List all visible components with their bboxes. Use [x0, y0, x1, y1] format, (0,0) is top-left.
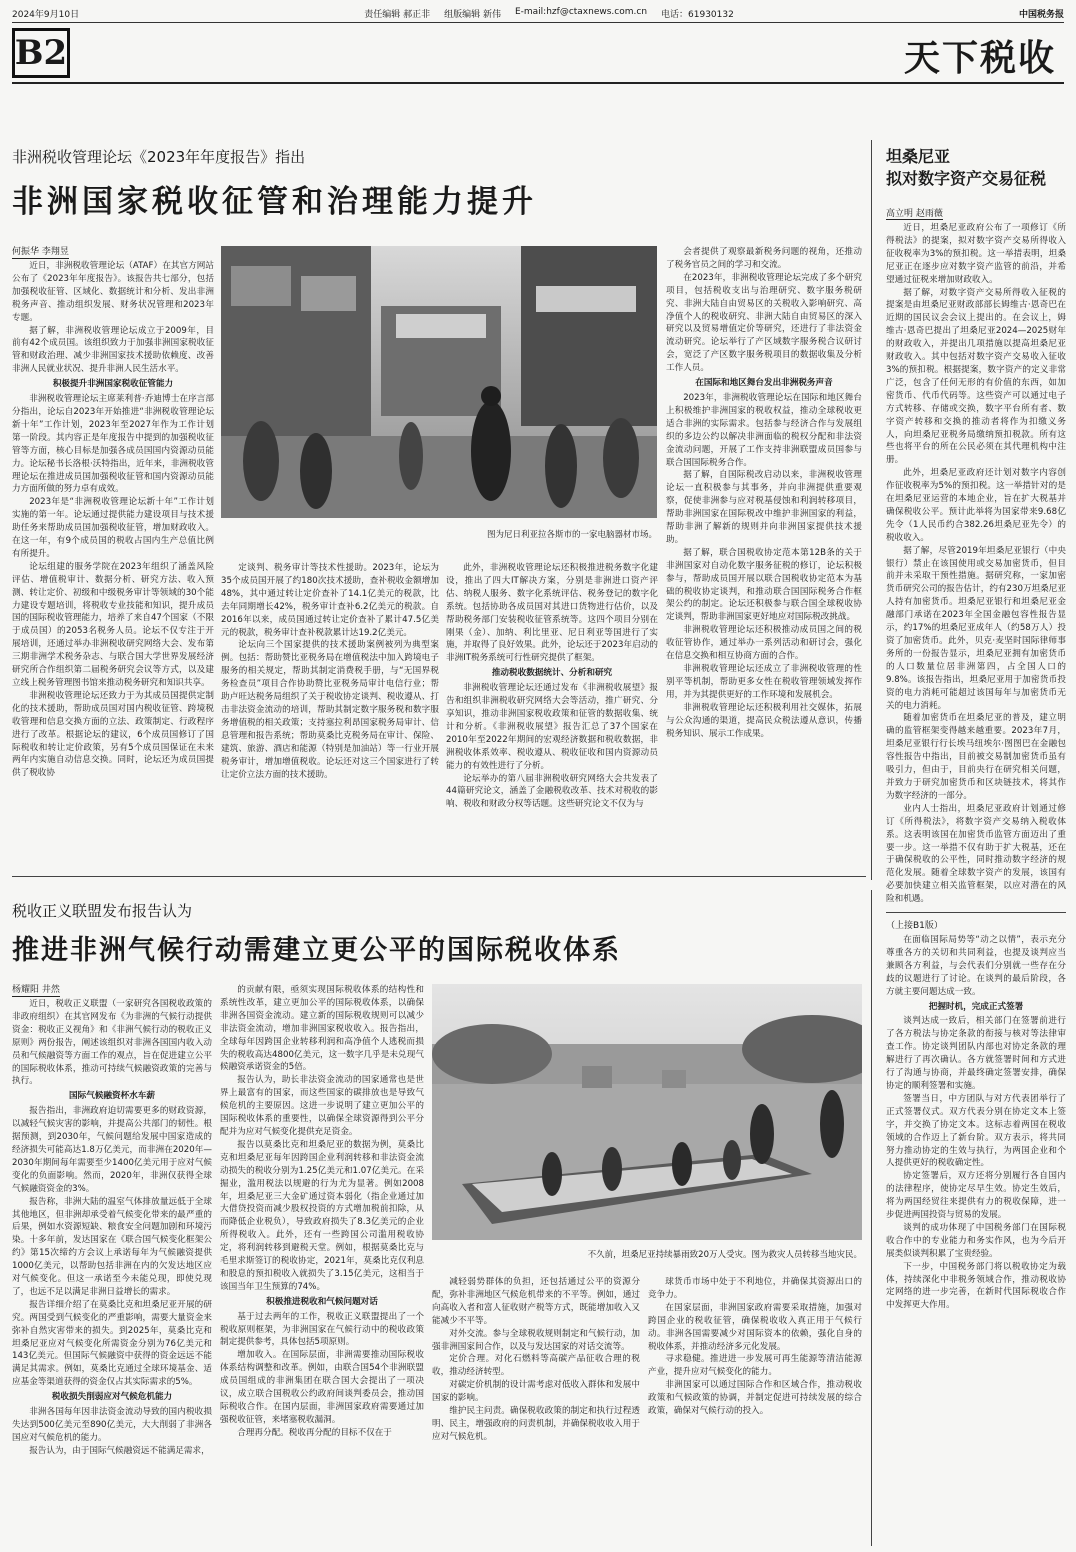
- article1-col1: [12, 260, 214, 866]
- paragraph: 在国家层面，非洲国家政府需要采取措施，加强对跨国企业的税收征管，确保税收收入真正用于气候行动。非洲各国需要减少对国际资本的依赖，强化自身的税收体系，并推动经济多元化发展。: [648, 1302, 862, 1352]
- section-rule: [12, 82, 1064, 84]
- paragraph: 非洲税收管理论坛还通过发布《非洲税收展望》报告和组织非洲税收研究网络大会等活动，推广研究、分享知识，推动非洲国家税收政策和征管的数据收集、统计和分析。《非洲税收展望》报告汇总了37个国家在2010年至2022年期间的宏观经济数据和税收数据，非洲税收体系效率、税收遵从、税收征收和国内资源动员能力的有效性进行了分析。: [446, 683, 658, 771]
- subheading: 把握时机，完成正式签署: [928, 1001, 1024, 1012]
- paragraph: 会者提供了观察最新税务问题的视角，还推动了税务官员之间的学习和交流。: [666, 247, 862, 270]
- article2-col1: [12, 998, 212, 1546]
- article1-col2: [221, 562, 439, 866]
- paragraph: 非洲税收管理论坛还积极利用社交媒体，拓展与公众沟通的渠道，提高民众税法遵从意识，传播税务知识、展示工作成果。: [666, 702, 862, 739]
- page-number: B2: [12, 28, 70, 78]
- paragraph: 非洲国家可以通过国际合作和区域合作，推动税收政策和气候政策的协调，并制定促进可持续发展的综合政策，确保对气候行动的投入。: [648, 1380, 862, 1417]
- paragraph: 在2023年，非洲税收管理论坛完成了多个研究项目，包括税收支出与治理研究、数字服务税研究、非洲大陆自由贸易区的关税收入影响研究、高净值个人的税收研究、非洲大陆自由贸易区的深入研究以及贸易增值定价等研究，还进行了非法资金流动研究。论坛举行了产区域数字服务税合议研讨会，宽泛了产区数字服务税项目的数据收集及分析工作人员。: [666, 272, 862, 374]
- sidebar-byline: 高立明 赵雨薇: [886, 206, 943, 220]
- flood-photo: [432, 984, 862, 1240]
- paragraph: 谈判达成一致后，相关部门在签署前进行了各方税法与协定条款的衔接与核对等法律审查工作。协定谈判团队内部也对协定条款的理解进行了再次确认。各方就签署时间和方式进行了沟通与协商，并最终确定签署安排，确保协定的顺利签署和实施。: [886, 1016, 1066, 1091]
- paragraph: 报告称，非洲大陆的温室气体排放量远低于全球其他地区，但非洲却承受着气候变化带来的最严重的后果，例如水资源短缺、粮食安全问题加剧和环境污染。十多年前，发达国家在《联合国气候变化框架公约》第15次缔约方会议上承诺每年为气候融资提供1000亿美元，以帮助包括非洲在内的欠发达地区应对气候变化。但这一承诺至今未能兑现，即使兑现了，也远不足以满足非洲日益增长的需求。: [12, 1196, 212, 1297]
- paragraph: 此外，非洲税收管理论坛还积极推进税务数字化建设，推出了四大IT解决方案，分别是非洲进口资产评估、纳税人服务、数字化系统评估、税务登记的数字化系统。包括协助各成员国对其进口货物进行估价，以及帮助税务部门安装税收征管系统等。这四个项目分别在刚果（金）、加纳、利比里亚、尼日利亚等国进行了实施，并取得了良好效果。此外，论坛还于2023年启动的非洲IT税务系统可行性研究提供了框架。: [446, 563, 658, 664]
- paragraph: 球货币市场中处于不利地位，并确保其资源出口的竞争力。: [648, 1277, 862, 1300]
- market-photo-image: [221, 246, 657, 518]
- flood-photo-image: [432, 984, 862, 1240]
- article2-kicker: 税收正义联盟发布报告认为: [12, 902, 193, 920]
- paragraph: 非洲税收管理论坛还积极推动成员国之间的税收征管协作，通过举办一系列活动和研讨会，强化在信息交换和相互协商方面的合作。: [666, 625, 862, 662]
- paragraph: 随着加密货币在坦桑尼亚的普及，建立明确的监管框架变得越来越重要。2023年7月，坦桑尼亚银行行长埃马纽埃尔·图图巴在金融包容性报告中指出，目前被交易制加密货币虽有吸引力，但由于，目前央行在研究相关问题，并致力于研究加密货币和区块链技术，将其作为数字经济的一部分。: [886, 713, 1066, 801]
- paragraph: 业内人士指出，坦桑尼亚政府计划通过修订《所得税法》，将数字资产交易纳入税收体系。这表明该国在加密货币监管方面迈出了重要一步。这一举措不仅有助于扩大税基，还在于确保税收的公平性，同时推动数字经济的规范化发展。随着全球数字资产的发展，该国有必要加快建立相关监管框架，以应对潜在的风险和机遇。: [886, 803, 1066, 905]
- masthead-email: E-mail:hzf@ctaxnews.com.cn: [514, 6, 648, 17]
- paragraph: 对外交流。参与全球税收规则制定和气候行动，加强非洲国家间合作，以及与发达国家的对话交流等。: [432, 1328, 640, 1352]
- column-divider-lower: [871, 890, 872, 1546]
- article1-headline: 非洲国家税收征管和治理能力提升: [12, 184, 537, 220]
- paragraph: 协定签署后，双方还将分别履行各自国内的法律程序，使协定尽早生效。协定生效后，将为两国经贸往来提供有力的税收保障，进一步促进两国投资与贸易的发展。: [886, 1171, 1066, 1221]
- sidebar-col1: [886, 222, 1066, 908]
- section-title: 天下税收: [903, 37, 1056, 79]
- paragraph: 报告认为，助长非法资金流动的国家通常也是世界上最富有的国家，而这些国家的碳排放也是导致气候危机的主要原因。这进一步说明了建立更加公平的国际税收体系的重要性，以确保全球资源得到公平分配并为应对气候变化提供充足资金。: [220, 1075, 424, 1137]
- sidebar-col2: [886, 934, 1066, 1546]
- paragraph: 定谈判、税务审计等技术性援助。2023年，论坛为35个成员国开展了约180次技术援助，查补税收金额增加48%，其中通过转让定价查补了14.1亿美元的税款，比去年同期增长42%，税务审计查补6.2亿美元的税款。自2016年以来，成员国通过转让定价查补了累计47.5亿美元的税款，税务审计查补税款累计达19.2亿美元。: [221, 563, 439, 638]
- paragraph: 非洲税收管理论坛还成立了非洲税收管理的性别平等机制，帮助更多女性在税收管理领域发挥作用，并为其提供更好的工作环境和发展机会。: [666, 664, 862, 700]
- masthead-layout: 组版编辑 新伟: [444, 9, 501, 20]
- masthead-bar: [12, 6, 1064, 20]
- paragraph: 近日，税收正义联盟（一家研究各国税收政策的非政府组织）在其官网发布《为非洲的气候行动提供资金：税收正义视角》和《非洲气候行动的税收正义原则》两份报告，阐述该组织对非洲各国国内收入动员和气候融资等方面工作的观点，旨在促进建立公平的国际税收体系，推动可持续气候融资政策的完善与执行。: [12, 999, 212, 1087]
- market-photo: [221, 246, 657, 518]
- paragraph: 论坛组建的服务学院在2023年组织了涵盖风险评估、增值税审计、数据分析、研究方法、收入预测、转让定价、初级和中级税务审计等领域的30个能力建设专题培训，将税收专业技能和知识，提升成员国的国际税收管理能力，培养了来自47个国家（不限于成员国）的2053名税务人员。论坛不仅专注于开展培训，还通过举办非洲税收研究网络大会、发布第三期非洲学术税务杂志、与联合国大学世界发展经济研究所合作组织第二届税务研究会议等方式，以及建立线上税务管理图书馆来推动税务研究和知识共享。: [12, 561, 214, 688]
- paragraph: 非洲税收管理论坛还致力于为其成员国提供定制化的技术援助，帮助成员国对国内税收征管、跨境税收管理和信息交换方面的立法、政策制定、行政程序进行了改革。根据论坛的建议，6个成员国修订了国际税收和转让定价政策，另有5个成员国保证在未来两年内实施自动信息交换。同时，论坛还为成员国提供了税收协: [12, 690, 214, 779]
- column-divider: [871, 140, 872, 880]
- paragraph: 2023年是“非洲税收管理论坛新十年”工作计划实施的第一年。论坛通过提供能力建设项目与技术援助任务来帮助成员国加强税收征管，增加财政收入。在这一年，有9个成员国的税收占国内生产总值比例有所提升。: [12, 497, 214, 559]
- paragraph: 报告指出，非洲政府迫切需要更多的财政资源，以减轻气候灾害的影响，并提高公共部门的韧性。根据预测，到2030年，气候问题给发展中国家造成的经济损失可能高达1.8万亿美元，而非洲在2020年—2030年期间每年需要至少1400亿美元用于应对气候变化的负面影响。然而，2020年，非洲仅获得全球气候融资资金的3%。: [12, 1106, 212, 1194]
- paragraph: 据了解，对数字资产交易所得收入征税的提案是由坦桑尼亚财政部部长姆维古·恩奇巴在近期的国民议会会议上提出的。在会议上，姆维古·恩奇巴提出了坦桑尼亚2024—2025财年的财政收入，并提出几项措施以提高坦桑尼亚财政收入。其中包括对数字资产交易收入征收3%的预扣税。根据提案，数字资产的定义非常广泛，包含了任何无形的有价值的东西，如加密货币、代币代码等。这些资产可以通过电子方式转移、存储或交换，数字平台所有者、数字资产转移和交换的推动者将作为扣缴义务人，向坦桑尼亚税务局缴纳预扣税款。所有这些也将平台的所在公民必须在其代理机构中注册。: [886, 287, 1066, 466]
- paragraph: 2023年，非洲税收管理论坛在国际和地区舞台上积极维护非洲国家的税收权益，推动全球税收更适合非洲的实际需求。包括参与经济合作与发展组织的多边公约以解决非洲面临的税权分配和非法资金流动问题，开展了工作支持非洲联盟成员国参与联合国国际税务合作。: [666, 392, 862, 468]
- paragraph: 增加收入。在国际层面，非洲需要推动国际税收体系结构调整和改革。例如，由联合国54个非洲联盟成员国组成的非洲集团在联合国大会提出了一项决议，成立联合国税收公约政府间谈判委员会，推动国际税收合作。在国内层面，非洲国家政府需要通过加强税收征管，来堵塞税收漏洞。: [220, 1350, 424, 1425]
- paragraph: 对碳定价机制的设计需考虑对低收入群体和发展中国家的影响。: [432, 1380, 640, 1404]
- paragraph: 合理再分配。税收再分配的目标不仅在于: [237, 1427, 392, 1438]
- subheading: 积极提升非洲国家税收征管能力: [52, 379, 174, 390]
- masthead-date: 2024年9月10日: [12, 9, 80, 20]
- article2-caption: 不久前，坦桑尼亚持续暴雨致20万人受灾。图为救灾人员转移当地灾民。: [587, 1250, 862, 1260]
- paragraph: 的贡献有限，亟须实现国际税收体系的结构性和系统性改革，建立更加公平的国际税收体系，以确保非洲各国资金流动。建立新的国际税收规则可以减少非法资金流动，增加非洲国家税收收入。报告指出，全球每年因跨国企业转移利润和高净值个人逃税而损失的税收高达4800亿美元，这一数字几乎是未兑现气候融资承诺资金的5倍。: [220, 985, 424, 1073]
- article1-kicker: 非洲税收管理论坛《2023年年度报告》指出: [12, 148, 306, 166]
- masthead-paper: 中国税务报: [1018, 9, 1064, 20]
- paragraph: 据了解，联合国税收协定范本第12B条的关于非洲国家对自动化数字服务征税的修订，论坛积极参与，帮助成员国开展以联合国税收协定范本为基础的税收协定谈判，和推动联合国国际税务合作框架公约的制定。论坛还积极参与联合国全球税收协定谈判，帮助非洲国家更好地应对国际税改挑战。: [666, 547, 862, 623]
- subheading: 积极推进税收和气候问题对话: [266, 1296, 378, 1307]
- paragraph: 非洲税收管理论坛主席莱利普·乔迪博士在序言部分指出，论坛自2023年开始推进“非洲税收管理论坛新十年”工作计划，2023年至2027年作为工作计划第一阶段。其内容正是年度报告中提到的加强税收征管等方面，核心目标是加强各成员国国内资源动员能力。论坛秘书长洛根·沃特指出，近年来，非洲税收管理论坛在推进成员国加强税收征管和国内资源动员能力方面所做的努力卓有成效。: [12, 394, 214, 495]
- article1-col3: [446, 562, 658, 866]
- subheading: 推动税收数据统计、分析和研究: [491, 668, 613, 679]
- article2-col4: [648, 1276, 862, 1546]
- paragraph: 在面临国际局势等“动之以情”，表示充分尊重各方的关切和共同利益，也提及谈判应当兼顾各方利益，与会代表们分别就一些存在分歧的议题进行了讨论。在谈判的最后阶段，各方就主要问题达成一致。: [886, 935, 1066, 997]
- paragraph: 下一步，中国税务部门将以税收协定为载体，持续深化中非税务领域合作，推动税收协定网络的进一步完善，在新时代国际税收合作中发挥更大作用。: [886, 1261, 1066, 1311]
- paragraph: 近日，坦桑尼亚政府公布了一项修订《所得税法》的提案，拟对数字资产交易所得收入征收税率为3%的预扣税。这一举措表明，坦桑尼亚正在逐步应对数字资产监管的前沿，并希望通过征税来增加财政收入。: [886, 223, 1066, 285]
- paragraph: 寻求稳健。推进进一步发展可再生能源等清洁能源产业，提升应对气候变化的能力。: [648, 1354, 862, 1378]
- paragraph: 据了解，非洲税收管理论坛成立于2009年，目前有42个成员国。该组织致力于加强非洲国家税收征管和财政治理、减少非洲国家技术援助依赖度、改善非洲人民就业状况、提升非洲人民生活水平。: [12, 325, 214, 375]
- article1-byline: 何振华 李翔昱: [12, 244, 69, 259]
- continued-note: （上接B1版）: [886, 921, 943, 931]
- sidebar-divider: [886, 912, 1066, 913]
- article2-col3: [432, 1276, 640, 1546]
- masthead-editor: 责任编辑 郝正非: [364, 9, 431, 20]
- article2-headline: 推进非洲气候行动需建立更公平的国际税收体系: [12, 935, 621, 966]
- masthead-phone: 电话：61930132: [661, 9, 734, 20]
- subheading: 在国际和地区舞台发出非洲税务声音: [695, 378, 833, 389]
- paragraph: 签署当日，中方团队与对方代表团举行了正式签署仪式。双方代表分别在协定文本上签字，并交换了协定文本。这标志着两国在税收领域的合作迈上了新台阶。双方表示，将共同努力推动协定的生效与执行，为两国企业和个人提供更好的税收确定性。: [886, 1093, 1066, 1169]
- paragraph: 据了解，自国际税改启动以来，非洲税收管理论坛一直积极参与其事务，并向非洲提供重要观察，促使非洲参与应对税基侵蚀和利润转移项目，帮助非洲国家在国际税改中维护非洲国家的利益，帮助非洲了解新的规则并向非洲国家提供技术援助。: [666, 470, 862, 545]
- article-divider: [12, 876, 866, 877]
- paragraph: 减轻弱势群体的负担，还包括通过公平的资源分配，弥补非洲地区气候危机带来的不平等。例如，通过向高收入者和富人征收财产税等方式，既能增加收入又能减少不平等。: [432, 1277, 640, 1326]
- article2-col2: [220, 984, 424, 1546]
- article1-caption: 图为尼日利亚拉各斯市的一家电脑器材市场。: [486, 530, 657, 540]
- paragraph: 据了解，尽管2019年坦桑尼亚银行（中央银行）禁止在该国使用或交易加密货币，但目前并未采取干预性措施。据研究称，一家加密货币研究公司的报告估计，约有230万坦桑尼亚人持有加密货币。坦桑尼亚银行和坦桑尼亚金融部门承诺在2023年全国金融包容性报告显示，约17%的坦桑尼亚成年人（约58万人）投资了加密货币。此外，贝克·麦坚时国际律师事务所的一份报告显示，坦桑尼亚拥有加密货币的人口数量位居非洲第四，占全国人口的9.8%。该报告指出，坦桑尼亚用于加密货币投资的电力消耗可能超过该国每年与加密货币无关的电力消耗。: [886, 545, 1066, 711]
- paragraph: 谈判的成功体现了中国税务部门在国际税收合作中的专业能力和务实作风，也为今后开展类似谈判积累了宝贵经验。: [886, 1222, 1066, 1259]
- paragraph: 非洲各国每年因非法资金流动导致的国内税收损失达到500亿美元至890亿美元，大大削弱了非洲各国应对气候危机的能力。: [12, 1407, 212, 1443]
- paragraph: 定价合理。对化石燃料等高碳产品征收合理的税收，推动经济转型。: [432, 1354, 640, 1378]
- paragraph: 报告认为，由于国际气候融资远不能满足需求，: [29, 1445, 210, 1456]
- article2-byline: 杨耀阳 井然: [12, 982, 60, 997]
- paragraph: 论坛举办的第八届非洲税收研究网络大会共发表了44篇研究论文，涵盖了金融税收改革、技术对税收的影响、税收和财政分权等话题。这些研究论文不仅为与: [446, 773, 658, 810]
- paragraph: 基于过去两年的工作，税收正义联盟提出了一个税收原则框架，为非洲国家在气候行动中的税收政策制定提供参考，具体包括5项原则。: [220, 1311, 424, 1348]
- paragraph: 论坛向三个国家提供的技术援助案例被列为典型案例。包括：帮助赞比亚税务局在增值税法中加入跨境电子服务的相关规定，帮助其制定消费税手册，与“无国界税务检查员”项目合作协助赞比亚税务局审计电信行业；帮助卢旺达税务局组织了关于税收协定谈判、税收遵从、打击非法资金流动的培训，帮助其制定数字服务税和数字服务增值税的相关政策；支持塞拉利昂国家税务局审计、信息管理和报告系统；帮助莫桑比克税务局在审计、保险、建筑、旅游、酒店和能源（特别是加油站）等一行业开展税务审计，增加增值税收。论坛还对这三个国家进行了转让定价立法方面的技术援助。: [221, 640, 439, 780]
- paragraph: 维护民主问责。确保税收政策的制定和执行过程透明、民主，增强政府的问责机制，并确保税收收入用于应对气候危机。: [432, 1406, 640, 1442]
- article1-col4: [666, 246, 862, 866]
- paragraph: 报告详细介绍了在莫桑比克和坦桑尼亚开展的研究。两国受到气候变化的严重影响，需要大量资金来弥补自然灾害带来的损失。到2025年，莫桑比克和坦桑尼亚应对气候变化所需资金分别为76亿美元和143亿美元。但国际气候融资中获得的资金远远不能满足其需求。例如，莫桑比克通过全球环境基金、适应基金等渠道获得的资金仅占其实际需求的5%。: [12, 1299, 212, 1388]
- paragraph: 此外，坦桑尼亚政府还计划对数字内容创作征收税率为5%的预扣税。这一举措针对的是在坦桑尼亚运营的本地企业，旨在扩大税基并确保税收公平。预计此举将为国家带来9.68亿先令（1人民币约合382.26坦桑尼亚先令）的税收收入。: [886, 468, 1066, 543]
- subheading: 税收损失削弱应对气候危机能力: [51, 1392, 173, 1403]
- subheading: 国际气候融资杯水车薪: [69, 1091, 155, 1102]
- sidebar-title: 坦桑尼亚 拟对数字资产交易征税: [886, 147, 1047, 188]
- paragraph: 近日，非洲税收管理论坛（ATAF）在其官方网站公布了《2023年年度报告》。该报告共七部分，包括加强税收征管、区域化、数据统计和分析、发出非洲税务声音、推动组织发展、财务状况管理和2023年专题。: [12, 261, 214, 323]
- paragraph: 报告以莫桑比克和坦桑尼亚的数据为例，莫桑比克和坦桑尼亚每年因跨国企业利润转移和非法资金流动损失的税收分别为1.25亿美元和1.07亿美元。在采掘业，滥用税法以规避的行为尤为显著。例如2008年，坦桑尼亚三大金矿通过资本弱化（指企业通过加大借贷投资而减少股权投资的方式增加税前扣除，从而降低企业税负），导致政府损失了8.3亿美元的企业所得税收入。此外，还有一些跨国公司滥用税收协定，将利润转移到避税天堂。例如，根据莫桑比克与毛里求斯签订的税收协定，2021年，莫桑比克仅利息和股息的预扣税收入就损失了3.15亿美元，这相当于该国当年卫生预算的74%。: [220, 1139, 424, 1292]
